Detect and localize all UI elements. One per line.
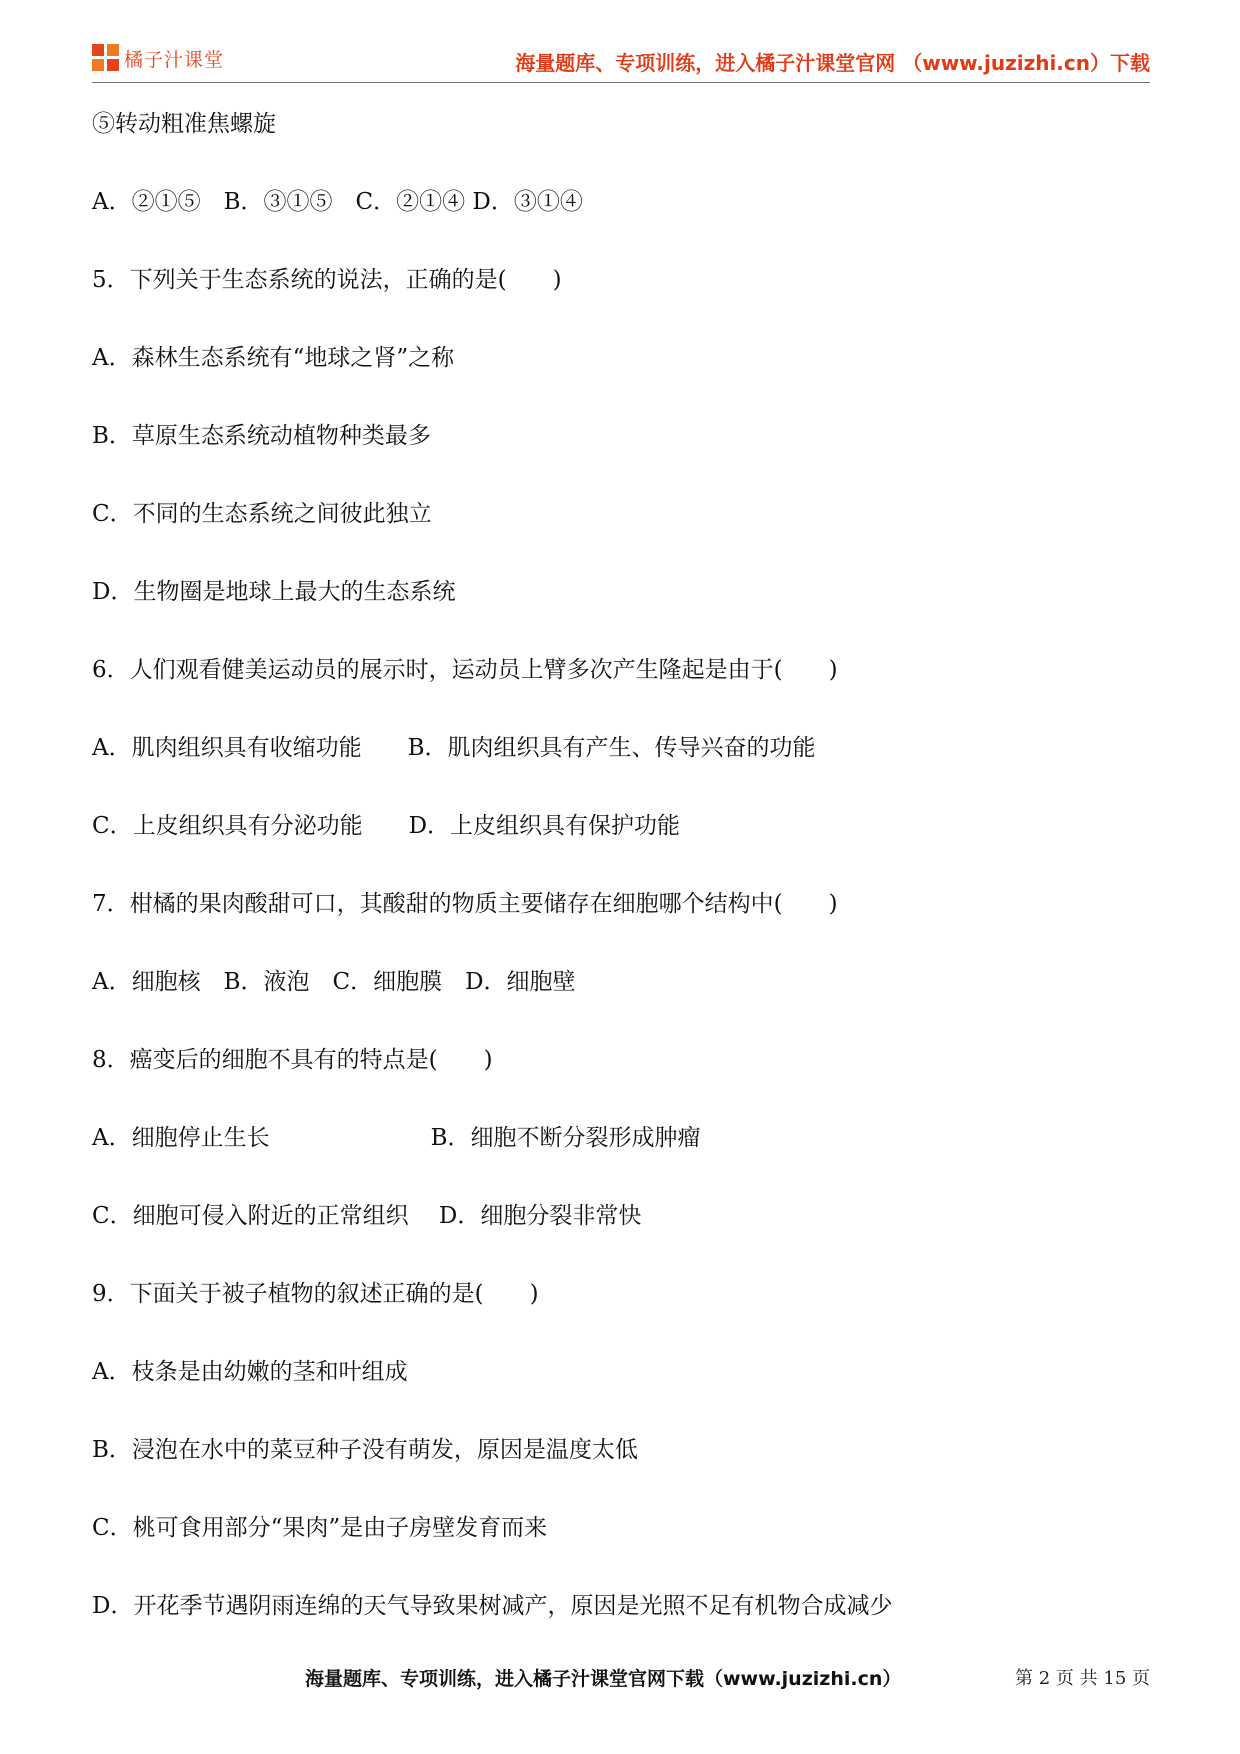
- q8-options-ab: A．细胞停止生长 B．细胞不断分裂形成肿瘤: [92, 1125, 701, 1151]
- header-slogan[interactable]: 海量题库、专项训练，进入橘子汁课堂官网 （www.juzizhi.cn）下载: [515, 51, 1150, 75]
- page-header: [92, 38, 1150, 83]
- question-7: 7．柑橘的果肉酸甜可口，其酸甜的物质主要储存在细胞哪个结构中( ): [92, 891, 838, 917]
- q8-options-cd: C．细胞可侵入附近的正常组织 D．细胞分裂非常快: [92, 1203, 642, 1229]
- q5-option-a: A．森林生态系统有“地球之肾”之称: [92, 345, 455, 371]
- question-5: 5．下列关于生态系统的说法，正确的是( ): [92, 267, 562, 293]
- question-6: 6．人们观看健美运动员的展示时，运动员上臂多次产生隆起是由于( ): [92, 657, 838, 683]
- logo-text: 橘子汁课堂: [124, 48, 225, 71]
- q5-option-b: B．草原生态系统动植物种类最多: [92, 423, 431, 449]
- question-content: [92, 104, 1150, 1664]
- q7-options: A．细胞核 B．液泡 C．细胞膜 D．细胞壁: [92, 969, 576, 995]
- q5-option-d: D．生物圈是地球上最大的生态系统: [92, 579, 456, 605]
- footer-slogan[interactable]: 海量题库、专项训练，进入橘子汁课堂官网下载（www.juzizhi.cn）: [305, 1668, 902, 1690]
- q9-option-b: B．浸泡在水中的菜豆种子没有萌发，原因是温度太低: [92, 1437, 638, 1463]
- q9-option-c: C．桃可食用部分“果肉”是由子房壁发育而来: [92, 1515, 548, 1541]
- question-8: 8．癌变后的细胞不具有的特点是( ): [92, 1047, 493, 1073]
- logo-icon: [92, 44, 120, 72]
- q6-options-ab: A．肌肉组织具有收缩功能 B．肌肉组织具有产生、传导兴奋的功能: [92, 735, 816, 761]
- option-item: ⑤转动粗准焦螺旋: [92, 111, 276, 137]
- q5-option-c: C．不同的生态系统之间彼此独立: [92, 501, 432, 527]
- answer-choices: A．②①⑤ B．③①⑤ C．②①④ D．③①④: [92, 189, 583, 215]
- q9-option-d: D．开花季节遇阴雨连绵的天气导致果树减产，原因是光照不足有机物合成减少: [92, 1593, 893, 1619]
- page-footer: [0, 1664, 1240, 1694]
- question-9: 9．下面关于被子植物的叙述正确的是( ): [92, 1281, 539, 1307]
- page-number: 第 2 页 共 15 页: [1015, 1668, 1150, 1689]
- q6-options-cd: C．上皮组织具有分泌功能 D．上皮组织具有保护功能: [92, 813, 681, 839]
- site-logo[interactable]: [92, 44, 224, 72]
- q9-option-a: A．枝条是由幼嫩的茎和叶组成: [92, 1359, 408, 1385]
